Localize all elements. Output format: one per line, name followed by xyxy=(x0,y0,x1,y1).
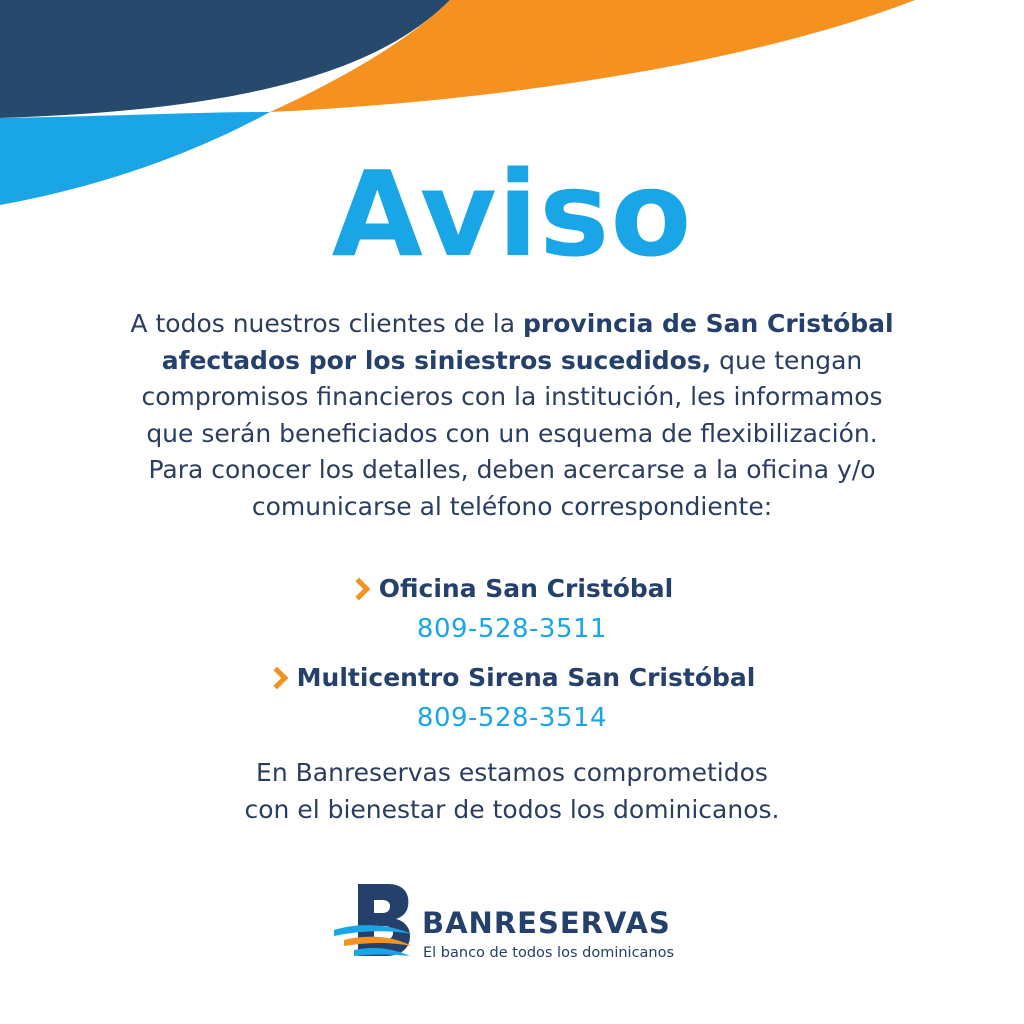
chevron-right-icon xyxy=(347,578,370,601)
chevron-right-icon xyxy=(265,667,288,690)
contact-phone[interactable]: 809-528-3514 xyxy=(416,703,608,733)
banreservas-logo-icon xyxy=(330,876,420,966)
closing-line-1: En Banreservas estamos comprometidos xyxy=(256,758,768,787)
brand-name: BANRESERVAS xyxy=(422,906,671,940)
brand-logo xyxy=(330,876,690,976)
brand-tagline: El banco de todos los dominicanos xyxy=(423,945,675,961)
page-title: Aviso xyxy=(331,145,693,283)
contact-name: Multicentro Sirena San Cristóbal xyxy=(296,663,756,692)
closing-line-2: con el bienestar de todos los dominicanos. xyxy=(244,794,780,824)
contact-phone[interactable]: 809-528-3511 xyxy=(416,614,608,644)
message-body: que tengan compromisos financieros con la institución, les informamos que serán beneficiados con un esquema de flexibilización. Para conocer los detalles, deben acercarse a la oficina y/o comunicarse al teléfono correspondiente: xyxy=(141,345,883,521)
contact-item-oficina xyxy=(0,569,1024,649)
contact-name: Oficina San Cristóbal xyxy=(378,574,674,603)
notice-message xyxy=(120,306,904,525)
closing-message xyxy=(0,755,1024,828)
contact-item-multicentro xyxy=(0,658,1024,738)
message-highlight: provincia de San Cristóbal afectados por los siniestros sucedidos, xyxy=(161,309,894,375)
message-intro: A todos nuestros clientes de la xyxy=(130,309,524,338)
